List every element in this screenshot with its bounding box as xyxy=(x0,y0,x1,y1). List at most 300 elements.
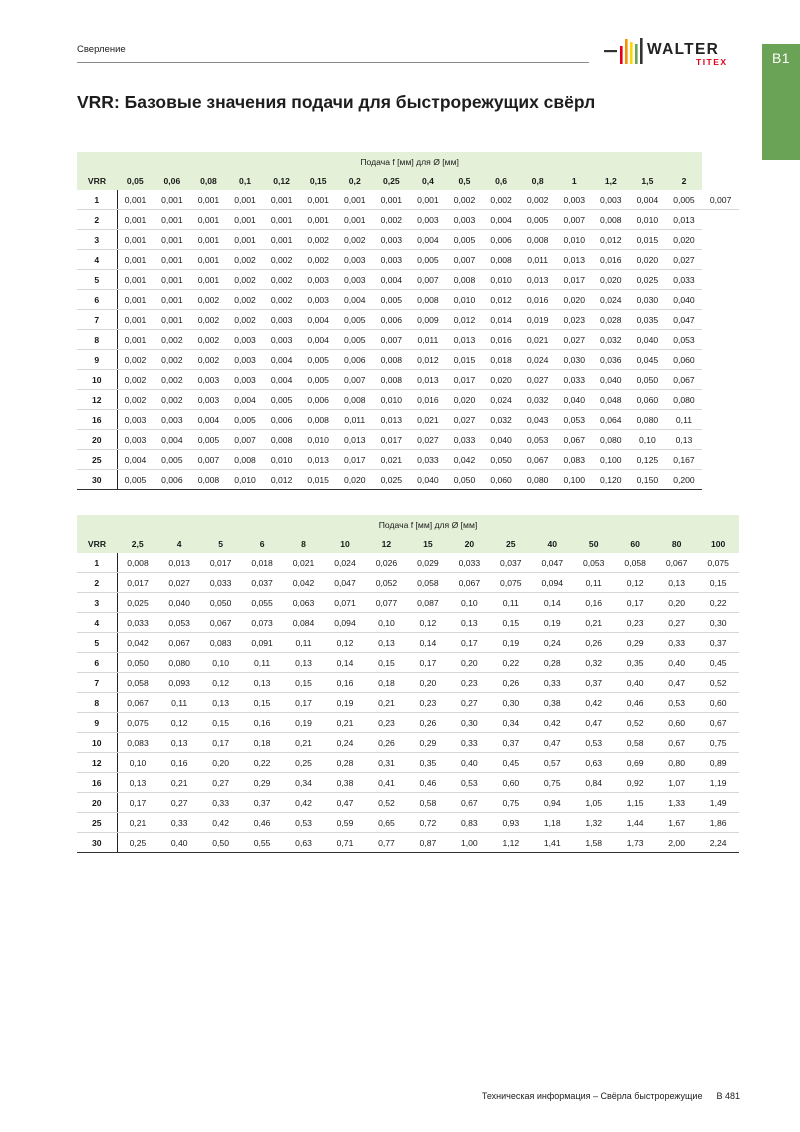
feed-value-cell: 0,94 xyxy=(532,793,573,813)
feed-value-cell: 0,008 xyxy=(227,450,264,470)
feed-value-cell: 1,44 xyxy=(614,813,655,833)
feed-value-cell: 1,18 xyxy=(532,813,573,833)
feed-value-cell: 0,40 xyxy=(614,673,655,693)
feed-value-cell: 0,29 xyxy=(614,633,655,653)
feed-value-cell: 0,001 xyxy=(154,270,191,290)
feed-value-cell: 0,35 xyxy=(407,753,448,773)
feed-value-cell: 0,17 xyxy=(283,693,324,713)
feed-value-cell: 0,002 xyxy=(263,270,300,290)
feed-value-cell: 0,17 xyxy=(200,733,241,753)
feed-value-cell: 0,12 xyxy=(614,573,655,593)
diameter-cell: 4 xyxy=(77,613,117,633)
feed-value-cell: 0,32 xyxy=(573,653,614,673)
feed-value-cell: 0,003 xyxy=(446,210,483,230)
feed-value-cell: 0,24 xyxy=(324,733,365,753)
feed-value-cell: 0,40 xyxy=(449,753,490,773)
feed-value-cell: 0,12 xyxy=(158,713,199,733)
feed-value-cell: 0,037 xyxy=(490,553,531,573)
feed-value-cell: 0,52 xyxy=(614,713,655,733)
diameter-cell: 5 xyxy=(77,633,117,653)
feed-value-cell: 0,010 xyxy=(483,270,520,290)
feed-value-cell: 0,19 xyxy=(490,633,531,653)
feed-value-cell: 1,19 xyxy=(697,773,739,793)
feed-value-cell: 0,005 xyxy=(666,190,703,210)
feed-value-cell: 0,026 xyxy=(366,553,407,573)
feed-value-cell: 0,005 xyxy=(410,250,447,270)
feed-value-cell: 0,63 xyxy=(283,833,324,853)
feed-value-cell: 0,002 xyxy=(263,250,300,270)
feed-value-cell: 0,005 xyxy=(190,430,227,450)
feed-value-cell: 0,001 xyxy=(154,190,191,210)
feed-value-cell: 0,29 xyxy=(241,773,282,793)
table-row xyxy=(77,290,739,310)
feed-value-cell: 0,17 xyxy=(449,633,490,653)
feed-value-cell: 0,004 xyxy=(154,430,191,450)
feed-value-cell: 0,080 xyxy=(629,410,666,430)
feed-value-cell: 0,14 xyxy=(532,593,573,613)
feed-value-cell: 0,80 xyxy=(656,753,697,773)
diameter-cell: 25 xyxy=(77,450,117,470)
feed-value-cell: 0,003 xyxy=(117,430,154,450)
feed-value-cell: 0,001 xyxy=(154,250,191,270)
feed-value-cell: 0,20 xyxy=(449,653,490,673)
feed-value-cell: 0,15 xyxy=(241,693,282,713)
feed-value-cell: 0,033 xyxy=(666,270,703,290)
feed-value-cell: 0,018 xyxy=(241,553,282,573)
feed-value-cell: 0,001 xyxy=(154,310,191,330)
feed-value-cell: 0,048 xyxy=(593,390,630,410)
feed-value-cell: 1,73 xyxy=(614,833,655,853)
feed-value-cell: 0,60 xyxy=(490,773,531,793)
feed-value-cell: 0,002 xyxy=(227,270,264,290)
feed-value-cell: 0,41 xyxy=(366,773,407,793)
feed-value-cell: 0,003 xyxy=(556,190,593,210)
feed-value-cell: 0,12 xyxy=(407,613,448,633)
feed-value-cell: 0,75 xyxy=(490,793,531,813)
feed-value-cell: 0,019 xyxy=(519,310,556,330)
feed-value-cell: 0,010 xyxy=(629,210,666,230)
feed-value-cell: 0,002 xyxy=(263,290,300,310)
feed-value-cell: 0,26 xyxy=(490,673,531,693)
feed-value-cell: 0,150 xyxy=(629,470,666,490)
diameter-cell: 3 xyxy=(77,593,117,613)
feed-value-cell: 0,001 xyxy=(190,190,227,210)
feed-value-cell: 0,003 xyxy=(190,370,227,390)
diameter-cell: 2 xyxy=(77,573,117,593)
feed-value-cell: 0,83 xyxy=(449,813,490,833)
feed-value-cell: 1,32 xyxy=(573,813,614,833)
feed-value-cell: 0,27 xyxy=(158,793,199,813)
table-row xyxy=(77,470,739,490)
feed-value-cell: 0,003 xyxy=(336,270,373,290)
diameter-cell: 10 xyxy=(77,733,117,753)
feed-value-cell: 0,002 xyxy=(154,370,191,390)
feed-value-cell: 0,033 xyxy=(446,430,483,450)
feed-value-cell: 0,084 xyxy=(283,613,324,633)
table-row xyxy=(77,370,739,390)
feed-value-cell: 0,036 xyxy=(593,350,630,370)
table-caption: Подача f [мм] для Ø [мм] xyxy=(117,515,739,534)
feed-value-cell: 0,042 xyxy=(283,573,324,593)
feed-value-cell: 1,12 xyxy=(490,833,531,853)
feed-value-cell: 0,067 xyxy=(158,633,199,653)
feed-value-cell: 0,001 xyxy=(117,330,154,350)
feed-value-cell: 0,001 xyxy=(117,210,154,230)
feed-value-cell: 0,13 xyxy=(200,693,241,713)
feed-value-cell: 0,017 xyxy=(336,450,373,470)
feed-column-header: 50 xyxy=(573,534,614,553)
feed-table-large-diameter xyxy=(77,515,739,853)
feed-value-cell: 0,31 xyxy=(366,753,407,773)
feed-value-cell: 0,53 xyxy=(449,773,490,793)
feed-value-cell: 0,027 xyxy=(446,410,483,430)
feed-value-cell: 1,67 xyxy=(656,813,697,833)
feed-value-cell: 0,001 xyxy=(373,190,410,210)
feed-value-cell: 0,16 xyxy=(241,713,282,733)
feed-value-cell: 0,060 xyxy=(629,390,666,410)
feed-value-cell: 0,013 xyxy=(556,250,593,270)
feed-value-cell: 0,30 xyxy=(697,613,739,633)
feed-value-cell: 0,33 xyxy=(532,673,573,693)
diameter-cell: 1 xyxy=(77,553,117,573)
feed-value-cell: 0,93 xyxy=(490,813,531,833)
feed-value-cell: 0,42 xyxy=(283,793,324,813)
feed-value-cell: 0,30 xyxy=(449,713,490,733)
table-row xyxy=(77,593,739,613)
feed-value-cell: 0,012 xyxy=(483,290,520,310)
feed-value-cell: 0,011 xyxy=(519,250,556,270)
feed-value-cell: 0,21 xyxy=(158,773,199,793)
feed-value-cell: 0,002 xyxy=(227,290,264,310)
feed-value-cell: 0,37 xyxy=(697,633,739,653)
feed-value-cell: 0,21 xyxy=(324,713,365,733)
feed-value-cell: 0,083 xyxy=(556,450,593,470)
table-row xyxy=(77,190,739,210)
feed-value-cell: 0,13 xyxy=(241,673,282,693)
feed-value-cell: 0,013 xyxy=(519,270,556,290)
feed-column-header: 2,5 xyxy=(117,534,158,553)
feed-value-cell: 0,012 xyxy=(410,350,447,370)
logo-wordmark: WALTER xyxy=(647,41,720,58)
feed-value-cell: 0,003 xyxy=(336,250,373,270)
feed-value-cell: 0,53 xyxy=(656,693,697,713)
feed-value-cell: 0,15 xyxy=(366,653,407,673)
feed-value-cell: 0,006 xyxy=(483,230,520,250)
feed-value-cell: 0,001 xyxy=(410,190,447,210)
feed-value-cell: 0,003 xyxy=(117,410,154,430)
feed-value-cell: 0,008 xyxy=(446,270,483,290)
header-blank-cell xyxy=(77,515,117,534)
feed-value-cell: 0,46 xyxy=(407,773,448,793)
feed-value-cell: 0,008 xyxy=(190,470,227,490)
feed-value-cell: 0,010 xyxy=(446,290,483,310)
feed-value-cell: 0,21 xyxy=(573,613,614,633)
feed-value-cell: 0,013 xyxy=(373,410,410,430)
feed-value-cell: 0,47 xyxy=(324,793,365,813)
feed-value-cell: 0,047 xyxy=(666,310,703,330)
feed-column-header: 8 xyxy=(283,534,324,553)
feed-value-cell: 0,008 xyxy=(300,410,337,430)
feed-value-cell: 0,001 xyxy=(300,190,337,210)
feed-value-cell: 0,65 xyxy=(366,813,407,833)
feed-value-cell: 0,024 xyxy=(593,290,630,310)
feed-value-cell: 0,077 xyxy=(366,593,407,613)
corner-label: VRR xyxy=(77,534,117,553)
feed-value-cell: 0,015 xyxy=(446,350,483,370)
feed-value-cell: 0,028 xyxy=(593,310,630,330)
feed-value-cell: 0,47 xyxy=(532,733,573,753)
feed-column-header: 0,06 xyxy=(154,171,191,190)
feed-value-cell: 0,45 xyxy=(490,753,531,773)
feed-value-cell: 0,002 xyxy=(190,330,227,350)
feed-value-cell: 2,00 xyxy=(656,833,697,853)
feed-value-cell: 0,23 xyxy=(614,613,655,633)
feed-value-cell: 0,012 xyxy=(593,230,630,250)
feed-value-cell: 0,37 xyxy=(241,793,282,813)
feed-value-cell: 0,46 xyxy=(241,813,282,833)
feed-value-cell: 0,47 xyxy=(656,673,697,693)
feed-column-header: 4 xyxy=(158,534,199,553)
feed-value-cell: 0,080 xyxy=(158,653,199,673)
feed-value-cell: 0,053 xyxy=(519,430,556,450)
feed-column-header: 0,05 xyxy=(117,171,154,190)
feed-value-cell: 0,064 xyxy=(593,410,630,430)
feed-value-cell: 0,55 xyxy=(241,833,282,853)
feed-value-cell: 0,200 xyxy=(666,470,703,490)
logo-subtitle: TITEX xyxy=(696,57,728,67)
feed-value-cell: 0,42 xyxy=(573,693,614,713)
feed-value-cell: 0,58 xyxy=(407,793,448,813)
feed-value-cell: 0,17 xyxy=(614,593,655,613)
table-row xyxy=(77,833,739,853)
feed-value-cell: 0,14 xyxy=(324,653,365,673)
feed-value-cell: 0,13 xyxy=(366,633,407,653)
feed-value-cell: 0,22 xyxy=(241,753,282,773)
feed-value-cell: 0,57 xyxy=(532,753,573,773)
feed-value-cell: 0,053 xyxy=(666,330,703,350)
page-footer xyxy=(482,1091,740,1101)
feed-value-cell: 0,002 xyxy=(190,290,227,310)
feed-value-cell: 1,05 xyxy=(573,793,614,813)
feed-value-cell: 0,10 xyxy=(629,430,666,450)
diameter-cell: 6 xyxy=(77,290,117,310)
feed-value-cell: 0,002 xyxy=(336,230,373,250)
diameter-cell: 16 xyxy=(77,410,117,430)
feed-value-cell: 0,001 xyxy=(117,250,154,270)
feed-value-cell: 0,20 xyxy=(656,593,697,613)
feed-value-cell: 0,13 xyxy=(449,613,490,633)
feed-value-cell: 0,029 xyxy=(407,553,448,573)
section-label: Сверление xyxy=(77,44,126,55)
feed-value-cell: 0,017 xyxy=(446,370,483,390)
feed-value-cell: 0,002 xyxy=(117,370,154,390)
feed-value-cell: 0,040 xyxy=(666,290,703,310)
feed-value-cell: 0,60 xyxy=(697,693,739,713)
diameter-cell: 30 xyxy=(77,833,117,853)
feed-column-header: 0,25 xyxy=(373,171,410,190)
feed-value-cell: 0,016 xyxy=(483,330,520,350)
feed-value-cell: 0,22 xyxy=(697,593,739,613)
feed-value-cell: 0,001 xyxy=(263,190,300,210)
feed-column-header: 80 xyxy=(656,534,697,553)
feed-value-cell: 0,004 xyxy=(300,310,337,330)
corner-label: VRR xyxy=(77,171,117,190)
feed-value-cell: 0,001 xyxy=(117,270,154,290)
feed-value-cell: 0,001 xyxy=(227,230,264,250)
feed-value-cell: 0,42 xyxy=(532,713,573,733)
feed-value-cell: 0,002 xyxy=(154,350,191,370)
feed-value-cell: 0,010 xyxy=(373,390,410,410)
feed-column-header: 25 xyxy=(490,534,531,553)
feed-value-cell: 0,10 xyxy=(200,653,241,673)
feed-value-cell: 0,017 xyxy=(117,573,158,593)
feed-column-header: 20 xyxy=(449,534,490,553)
feed-value-cell: 0,067 xyxy=(519,450,556,470)
feed-value-cell: 0,021 xyxy=(283,553,324,573)
feed-value-cell: 0,75 xyxy=(532,773,573,793)
feed-value-cell: 0,033 xyxy=(117,613,158,633)
feed-value-cell: 0,71 xyxy=(324,833,365,853)
feed-value-cell: 0,007 xyxy=(702,190,739,210)
diameter-cell: 4 xyxy=(77,250,117,270)
feed-value-cell: 0,020 xyxy=(666,230,703,250)
feed-value-cell: 0,080 xyxy=(666,390,703,410)
feed-value-cell: 0,067 xyxy=(556,430,593,450)
feed-value-cell: 0,094 xyxy=(324,613,365,633)
feed-value-cell: 0,005 xyxy=(336,310,373,330)
feed-value-cell: 0,125 xyxy=(629,450,666,470)
feed-value-cell: 0,050 xyxy=(200,593,241,613)
feed-value-cell: 0,012 xyxy=(446,310,483,330)
feed-column-header: 1,5 xyxy=(629,171,666,190)
feed-value-cell: 0,004 xyxy=(629,190,666,210)
feed-value-cell: 0,004 xyxy=(263,370,300,390)
feed-value-cell: 0,007 xyxy=(410,270,447,290)
feed-value-cell: 0,003 xyxy=(300,290,337,310)
diameter-cell: 8 xyxy=(77,330,117,350)
feed-value-cell: 0,050 xyxy=(117,653,158,673)
diameter-cell: 1 xyxy=(77,190,117,210)
feed-value-cell: 0,16 xyxy=(573,593,614,613)
feed-value-cell: 0,27 xyxy=(656,613,697,633)
feed-value-cell: 0,004 xyxy=(336,290,373,310)
feed-value-cell: 0,18 xyxy=(241,733,282,753)
feed-value-cell: 0,016 xyxy=(519,290,556,310)
feed-column-header: 40 xyxy=(532,534,573,553)
diameter-cell: 10 xyxy=(77,370,117,390)
feed-column-header: 12 xyxy=(366,534,407,553)
feed-value-cell: 0,040 xyxy=(629,330,666,350)
feed-value-cell: 1,49 xyxy=(697,793,739,813)
feed-value-cell: 0,016 xyxy=(593,250,630,270)
feed-value-cell: 0,001 xyxy=(154,230,191,250)
feed-value-cell: 0,067 xyxy=(656,553,697,573)
feed-value-cell: 0,091 xyxy=(241,633,282,653)
feed-value-cell: 0,083 xyxy=(200,633,241,653)
feed-value-cell: 0,001 xyxy=(190,250,227,270)
feed-value-cell: 0,052 xyxy=(366,573,407,593)
feed-value-cell: 0,024 xyxy=(519,350,556,370)
feed-value-cell: 0,040 xyxy=(158,593,199,613)
feed-value-cell: 0,37 xyxy=(573,673,614,693)
feed-value-cell: 0,23 xyxy=(449,673,490,693)
diameter-cell: 16 xyxy=(77,773,117,793)
feed-value-cell: 0,003 xyxy=(593,190,630,210)
feed-value-cell: 0,020 xyxy=(629,250,666,270)
feed-value-cell: 0,001 xyxy=(117,310,154,330)
feed-value-cell: 0,69 xyxy=(614,753,655,773)
feed-value-cell: 0,12 xyxy=(324,633,365,653)
feed-value-cell: 0,23 xyxy=(366,713,407,733)
feed-value-cell: 0,25 xyxy=(117,833,158,853)
feed-value-cell: 0,020 xyxy=(556,290,593,310)
feed-value-cell: 0,53 xyxy=(573,733,614,753)
feed-value-cell: 0,33 xyxy=(200,793,241,813)
feed-value-cell: 0,002 xyxy=(117,390,154,410)
feed-value-cell: 0,10 xyxy=(449,593,490,613)
feed-value-cell: 0,005 xyxy=(227,410,264,430)
page-title: VRR: Базовые значения подачи для быстрорежущих свёрл xyxy=(77,92,596,112)
feed-column-header: 0,08 xyxy=(190,171,227,190)
feed-value-cell: 0,001 xyxy=(300,210,337,230)
feed-value-cell: 0,35 xyxy=(614,653,655,673)
diameter-cell: 12 xyxy=(77,390,117,410)
table-caption: Подача f [мм] для Ø [мм] xyxy=(117,152,702,171)
feed-value-cell: 0,013 xyxy=(336,430,373,450)
feed-column-header: 0,6 xyxy=(483,171,520,190)
table-row xyxy=(77,713,739,733)
feed-value-cell: 0,120 xyxy=(593,470,630,490)
feed-value-cell: 0,28 xyxy=(324,753,365,773)
feed-value-cell: 0,001 xyxy=(190,230,227,250)
feed-table-small-diameter xyxy=(77,152,739,490)
feed-value-cell: 0,52 xyxy=(697,673,739,693)
feed-value-cell: 1,15 xyxy=(614,793,655,813)
feed-value-cell: 0,001 xyxy=(117,290,154,310)
feed-value-cell: 0,13 xyxy=(656,573,697,593)
feed-value-cell: 0,002 xyxy=(483,190,520,210)
feed-value-cell: 0,037 xyxy=(241,573,282,593)
feed-value-cell: 0,008 xyxy=(593,210,630,230)
feed-value-cell: 0,40 xyxy=(656,653,697,673)
feed-value-cell: 0,045 xyxy=(629,350,666,370)
feed-value-cell: 0,60 xyxy=(656,713,697,733)
feed-value-cell: 2,24 xyxy=(697,833,739,853)
feed-value-cell: 0,002 xyxy=(227,310,264,330)
feed-value-cell: 0,016 xyxy=(410,390,447,410)
feed-value-cell: 0,003 xyxy=(373,230,410,250)
feed-value-cell: 0,035 xyxy=(629,310,666,330)
feed-value-cell: 0,053 xyxy=(573,553,614,573)
feed-value-cell: 0,15 xyxy=(283,673,324,693)
table-row xyxy=(77,573,739,593)
feed-value-cell: 0,003 xyxy=(227,370,264,390)
feed-value-cell: 0,003 xyxy=(227,330,264,350)
feed-value-cell: 0,040 xyxy=(483,430,520,450)
feed-value-cell: 0,005 xyxy=(336,330,373,350)
feed-value-cell: 0,46 xyxy=(614,693,655,713)
feed-column-header: 0,5 xyxy=(446,171,483,190)
feed-value-cell: 0,63 xyxy=(573,753,614,773)
feed-value-cell: 0,11 xyxy=(573,573,614,593)
feed-column-header: 1,2 xyxy=(593,171,630,190)
feed-value-cell: 0,38 xyxy=(324,773,365,793)
feed-value-cell: 0,024 xyxy=(324,553,365,573)
feed-value-cell: 0,53 xyxy=(283,813,324,833)
feed-value-cell: 0,003 xyxy=(190,390,227,410)
feed-value-cell: 0,017 xyxy=(373,430,410,450)
feed-value-cell: 0,002 xyxy=(446,190,483,210)
